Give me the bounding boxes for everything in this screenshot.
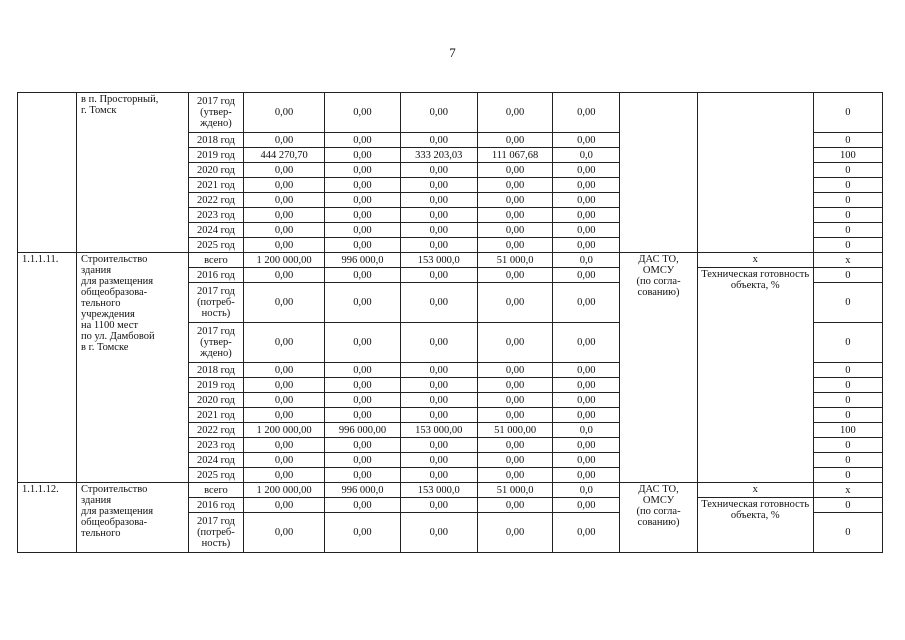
- section-name: Строительство здания для размещения общеобразова- тельного учреждения на 1100 мест по ул. Дамбовой в г. Томске: [77, 253, 189, 483]
- value-cell: 0,00: [477, 208, 552, 223]
- table-row: [18, 93, 883, 133]
- value-cell: 0,00: [477, 378, 552, 393]
- value-cell: 153 000,0: [400, 483, 477, 498]
- value-cell: 0,00: [243, 438, 324, 453]
- value-cell: 0,00: [400, 238, 477, 253]
- value-cell: 996 000,00: [325, 423, 400, 438]
- target-cell: 0: [813, 93, 882, 133]
- value-cell: 0,0: [553, 423, 620, 438]
- value-cell: 0,00: [553, 468, 620, 483]
- period-cell: всего: [188, 253, 243, 268]
- organization-cell: ДАС ТО, ОМСУ (по согла- сованию): [620, 483, 697, 553]
- value-cell: 0,00: [553, 378, 620, 393]
- value-cell: 0,00: [553, 393, 620, 408]
- target-cell: 0: [813, 453, 882, 468]
- period-cell: 2019 год: [188, 148, 243, 163]
- value-cell: 0,00: [243, 178, 324, 193]
- period-cell: 2018 год: [188, 133, 243, 148]
- target-cell: 0: [813, 163, 882, 178]
- value-cell: 0,00: [553, 408, 620, 423]
- value-cell: 0,00: [400, 223, 477, 238]
- value-cell: 0,00: [243, 513, 324, 553]
- period-cell: 2019 год: [188, 378, 243, 393]
- value-cell: 444 270,70: [243, 148, 324, 163]
- target-cell: 0: [813, 193, 882, 208]
- value-cell: 0,00: [400, 408, 477, 423]
- value-cell: 996 000,0: [325, 483, 400, 498]
- value-cell: 0,00: [243, 93, 324, 133]
- target-cell: 0: [813, 283, 882, 323]
- period-cell: 2022 год: [188, 423, 243, 438]
- period-cell: 2016 год: [188, 268, 243, 283]
- value-cell: 0,0: [553, 483, 620, 498]
- target-cell: 100: [813, 423, 882, 438]
- target-cell: 0: [813, 498, 882, 513]
- value-cell: 0,00: [553, 238, 620, 253]
- value-cell: 0,00: [400, 468, 477, 483]
- value-cell: 0,00: [553, 513, 620, 553]
- target-cell: х: [813, 253, 882, 268]
- indicator-cell: х: [697, 483, 813, 498]
- value-cell: 0,00: [325, 238, 400, 253]
- value-cell: 0,00: [243, 238, 324, 253]
- value-cell: 0,00: [325, 468, 400, 483]
- value-cell: 0,00: [243, 283, 324, 323]
- value-cell: 0,00: [243, 133, 324, 148]
- value-cell: 0,00: [477, 283, 552, 323]
- value-cell: 0,00: [325, 93, 400, 133]
- value-cell: 0,00: [325, 208, 400, 223]
- value-cell: 0,00: [243, 498, 324, 513]
- section-number: 1.1.1.11.: [18, 253, 77, 483]
- value-cell: 0,00: [553, 268, 620, 283]
- budget-table: [17, 92, 883, 553]
- value-cell: 111 067,68: [477, 148, 552, 163]
- value-cell: 0,00: [477, 193, 552, 208]
- value-cell: 0,00: [325, 283, 400, 323]
- value-cell: 0,00: [243, 378, 324, 393]
- period-cell: 2016 год: [188, 498, 243, 513]
- value-cell: 0,00: [243, 363, 324, 378]
- value-cell: 0,00: [553, 438, 620, 453]
- value-cell: 0,00: [243, 193, 324, 208]
- target-cell: 0: [813, 323, 882, 363]
- period-cell: 2024 год: [188, 453, 243, 468]
- value-cell: 0,00: [325, 148, 400, 163]
- period-cell: 2021 год: [188, 408, 243, 423]
- target-cell: 0: [813, 408, 882, 423]
- indicator-cell: [697, 93, 813, 253]
- value-cell: 0,00: [325, 408, 400, 423]
- period-cell: 2025 год: [188, 468, 243, 483]
- section-name: в п. Просторный, г. Томск: [77, 93, 189, 253]
- period-cell: 2018 год: [188, 363, 243, 378]
- target-cell: 0: [813, 393, 882, 408]
- value-cell: 0,00: [400, 163, 477, 178]
- period-cell: 2023 год: [188, 208, 243, 223]
- target-cell: 0: [813, 208, 882, 223]
- value-cell: 0,00: [400, 438, 477, 453]
- value-cell: 0,00: [477, 178, 552, 193]
- value-cell: 0,00: [400, 268, 477, 283]
- organization-cell: ДАС ТО, ОМСУ (по согла- сованию): [620, 253, 697, 483]
- period-cell: 2017 год (утвер- ждено): [188, 323, 243, 363]
- value-cell: 0,00: [553, 498, 620, 513]
- value-cell: 0,00: [243, 408, 324, 423]
- value-cell: 0,00: [400, 363, 477, 378]
- value-cell: 0,00: [553, 363, 620, 378]
- value-cell: 0,00: [477, 408, 552, 423]
- period-cell: 2023 год: [188, 438, 243, 453]
- target-cell: 0: [813, 223, 882, 238]
- value-cell: 0,00: [325, 223, 400, 238]
- value-cell: 51 000,0: [477, 253, 552, 268]
- value-cell: 0,00: [325, 498, 400, 513]
- value-cell: 0,00: [477, 468, 552, 483]
- value-cell: 0,00: [477, 93, 552, 133]
- target-cell: 100: [813, 148, 882, 163]
- value-cell: 333 203,03: [400, 148, 477, 163]
- value-cell: 0,0: [553, 148, 620, 163]
- value-cell: 0,00: [243, 323, 324, 363]
- value-cell: 0,00: [400, 178, 477, 193]
- value-cell: 0,00: [553, 453, 620, 468]
- value-cell: 996 000,0: [325, 253, 400, 268]
- value-cell: 0,00: [325, 378, 400, 393]
- period-cell: 2017 год (потреб- ность): [188, 283, 243, 323]
- value-cell: 0,00: [400, 393, 477, 408]
- period-cell: 2025 год: [188, 238, 243, 253]
- value-cell: 1 200 000,00: [243, 423, 324, 438]
- period-cell: 2020 год: [188, 163, 243, 178]
- period-cell: 2017 год (потреб- ность): [188, 513, 243, 553]
- period-cell: 2020 год: [188, 393, 243, 408]
- value-cell: 0,00: [400, 93, 477, 133]
- value-cell: 0,00: [325, 323, 400, 363]
- section-number: 1.1.1.12.: [18, 483, 77, 553]
- value-cell: 0,00: [325, 363, 400, 378]
- value-cell: 0,00: [243, 393, 324, 408]
- value-cell: 0,00: [477, 238, 552, 253]
- value-cell: 0,00: [477, 363, 552, 378]
- value-cell: 0,00: [477, 223, 552, 238]
- target-cell: 0: [813, 133, 882, 148]
- value-cell: 0,00: [477, 323, 552, 363]
- value-cell: 0,00: [477, 268, 552, 283]
- value-cell: 0,00: [553, 178, 620, 193]
- value-cell: 0,00: [325, 438, 400, 453]
- value-cell: 51 000,0: [477, 483, 552, 498]
- target-cell: 0: [813, 363, 882, 378]
- value-cell: 0,00: [477, 163, 552, 178]
- indicator-cell: Техническая готовность объекта, %: [697, 268, 813, 483]
- value-cell: 0,00: [325, 268, 400, 283]
- value-cell: 0,00: [553, 323, 620, 363]
- section-name: Строительство здания для размещения общеобразова- тельного: [77, 483, 189, 553]
- value-cell: 0,00: [325, 178, 400, 193]
- value-cell: 0,00: [243, 468, 324, 483]
- value-cell: 0,00: [477, 133, 552, 148]
- value-cell: 153 000,0: [400, 253, 477, 268]
- value-cell: 0,00: [243, 223, 324, 238]
- value-cell: 0,00: [477, 438, 552, 453]
- target-cell: 0: [813, 268, 882, 283]
- value-cell: 0,00: [325, 513, 400, 553]
- indicator-cell: х: [697, 253, 813, 268]
- value-cell: 0,00: [553, 193, 620, 208]
- value-cell: 0,00: [553, 163, 620, 178]
- value-cell: 0,00: [553, 133, 620, 148]
- value-cell: 0,00: [243, 163, 324, 178]
- value-cell: 0,00: [243, 208, 324, 223]
- value-cell: 0,00: [553, 223, 620, 238]
- value-cell: 0,00: [477, 498, 552, 513]
- target-cell: 0: [813, 438, 882, 453]
- page-number: 7: [449, 45, 456, 60]
- value-cell: 0,00: [400, 498, 477, 513]
- period-cell: всего: [188, 483, 243, 498]
- value-cell: 1 200 000,00: [243, 253, 324, 268]
- target-cell: х: [813, 483, 882, 498]
- target-cell: 0: [813, 513, 882, 553]
- value-cell: 51 000,00: [477, 423, 552, 438]
- period-cell: 2021 год: [188, 178, 243, 193]
- value-cell: 0,00: [325, 133, 400, 148]
- value-cell: 0,00: [325, 193, 400, 208]
- value-cell: 0,00: [400, 208, 477, 223]
- organization-cell: [620, 93, 697, 253]
- target-cell: 0: [813, 378, 882, 393]
- value-cell: 153 000,00: [400, 423, 477, 438]
- value-cell: 0,00: [400, 283, 477, 323]
- table-row: [18, 253, 883, 268]
- value-cell: 0,00: [325, 163, 400, 178]
- value-cell: 0,00: [553, 208, 620, 223]
- value-cell: 0,00: [553, 93, 620, 133]
- value-cell: 0,00: [400, 323, 477, 363]
- value-cell: 0,00: [477, 453, 552, 468]
- table-row: [18, 483, 883, 498]
- period-cell: 2022 год: [188, 193, 243, 208]
- value-cell: 0,00: [400, 513, 477, 553]
- target-cell: 0: [813, 468, 882, 483]
- value-cell: 0,00: [243, 268, 324, 283]
- period-cell: 2024 год: [188, 223, 243, 238]
- value-cell: 0,00: [243, 453, 324, 468]
- indicator-cell: Техническая готовность объекта, %: [697, 498, 813, 553]
- value-cell: 0,0: [553, 253, 620, 268]
- value-cell: 0,00: [325, 453, 400, 468]
- value-cell: 0,00: [400, 378, 477, 393]
- target-cell: 0: [813, 238, 882, 253]
- value-cell: 1 200 000,00: [243, 483, 324, 498]
- value-cell: 0,00: [325, 393, 400, 408]
- section-number: [18, 93, 77, 253]
- value-cell: 0,00: [400, 133, 477, 148]
- value-cell: 0,00: [400, 193, 477, 208]
- value-cell: 0,00: [477, 513, 552, 553]
- target-cell: 0: [813, 178, 882, 193]
- value-cell: 0,00: [553, 283, 620, 323]
- period-cell: 2017 год (утвер- ждено): [188, 93, 243, 133]
- value-cell: 0,00: [400, 453, 477, 468]
- value-cell: 0,00: [477, 393, 552, 408]
